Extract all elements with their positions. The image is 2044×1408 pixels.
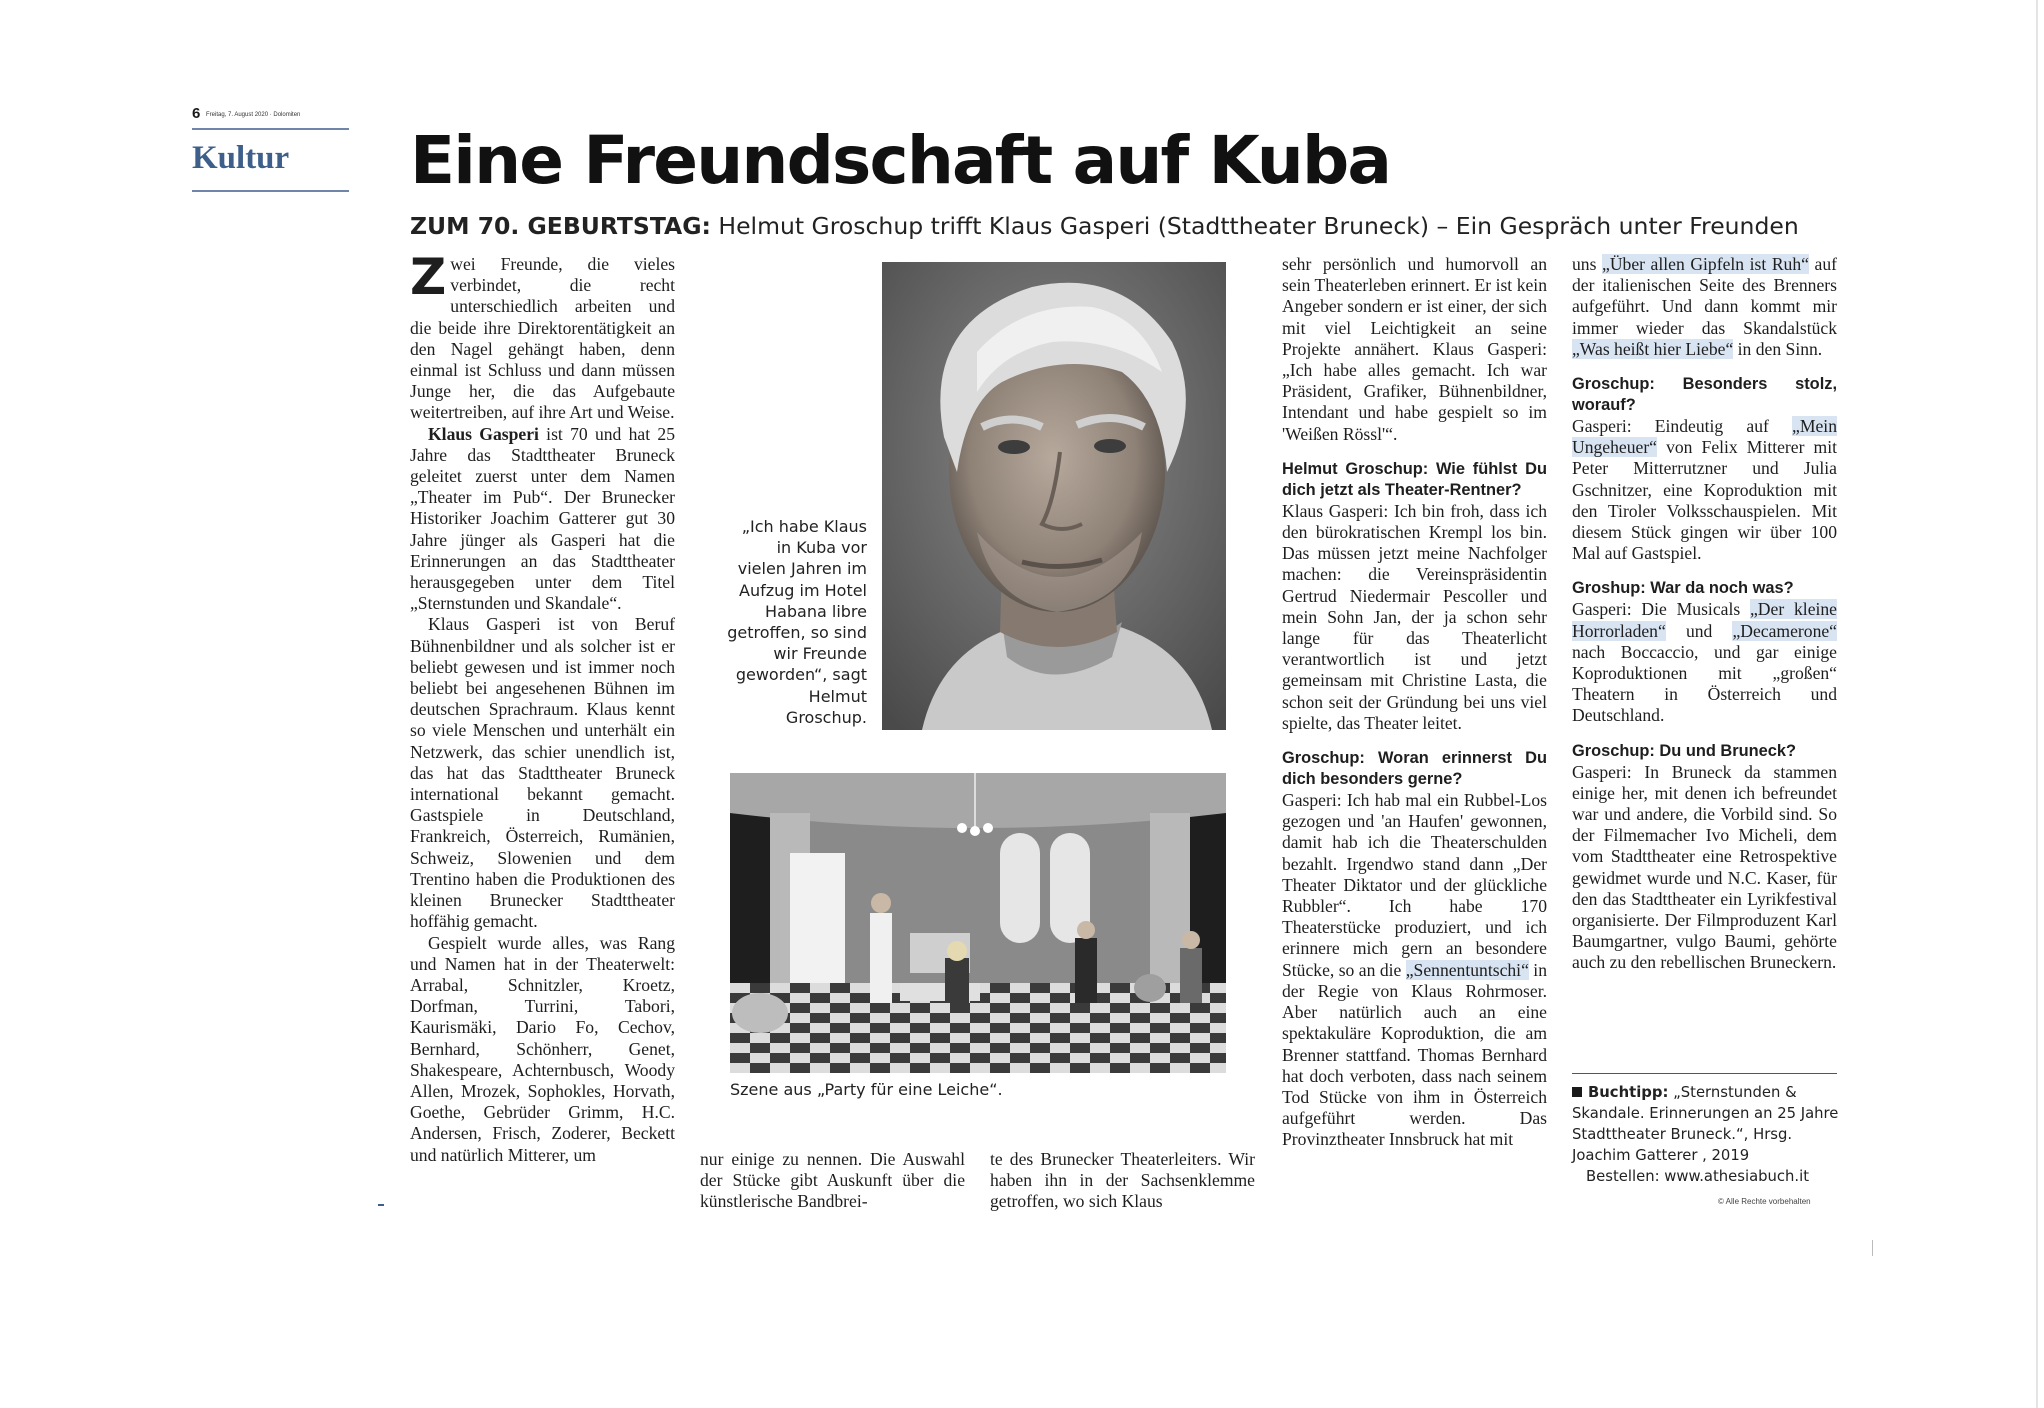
- portrait-caption: „Ich habe Klaus in Kuba vor vielen Jahren im Aufzug im Hotel Habana libre getroffen, so sind wir Freunde geworden“, sagt Helmut Groschup.: [727, 517, 867, 727]
- paragraph-3: Klaus Gasperi ist von Beruf Bühnenbildner und als solcher ist er beliebt gewesen und ist immer noch beliebt bei angesehenen Bühnen im deutschen Sprachraum. Klaus kennt so viele Menschen und unterhält ein Netzwerk, das schier unendlich ist, das hat das Stadttheater Bruneck international bekannt gemacht. Gastspiele in Deutschland, Frankreich, Österreich, Rumänien, Schweiz, Slowenien und dem Trentino haben die Produktionen des kleinen Brunecker Stadttheater hoffähig gemacht.: [410, 614, 675, 932]
- booktip-order: Bestellen: www.athesiabuch.it: [1586, 1168, 1810, 1185]
- date-line: Freitag, 7. August 2020 · Dolomiten: [206, 112, 301, 118]
- answer-4: Gasperi: Die Musicals „Der kleine Horrorladen“ und „Decamerone“ nach Boccaccio, und gar einige Koproduktionen mit „großen“ Theatern in Österreich und Deutschland.: [1572, 599, 1837, 726]
- stage-image: [730, 773, 1226, 1073]
- header-rule-top: [192, 128, 349, 130]
- section-title: Kultur: [192, 140, 290, 176]
- paragraph-continued: uns „Über allen Gipfeln ist Ruh“ auf der italienischen Seite des Brenners aufgeführt. Und dann kommt mir immer wieder das Skandalstück „Was heißt hier Liebe“ in den Sinn.: [1572, 254, 1837, 359]
- column-4: [1282, 254, 1547, 1151]
- paragraph-4: Gespielt wurde alles, was Rang und Namen hat in der Theaterwelt: Arrabal, Schnitzler, Kroetz, Dorfman, Turrini, Tabori, Kaurismäki, Dario Fo, Cechov, Bernhard, Schönherr, Genet, Shakespeare, Achternbusch, Woody Allen, Mrozek, Sophokles, Horvath, Goethe, Gebrüder Grimm, H.C. Andersen, Frisch, Zoderer, Beckett und natürlich Mitterer, um: [410, 932, 675, 1165]
- paragraph-2: Klaus Gasperi ist 70 und hat 25 Jahre das Stadttheater Bruneck geleitet zuerst unter dem Namen „Theater im Pub“. Der Brunecker Historiker Joachim Gatterer gut 30 Jahre jünger als Gasperi hat die Erinnerungen an das Stadttheater herausgegeben unter dem Titel „Sternstunden und Skandale“.: [410, 423, 675, 614]
- page-number: 6: [192, 105, 201, 122]
- copyright: © Alle Rechte vorbehalten: [1718, 1197, 1811, 1206]
- portrait-photo: [882, 262, 1226, 730]
- right-page-edge: [2036, 0, 2038, 1408]
- answer-1: Klaus Gasperi: Ich bin froh, dass ich den bürokratischen Krempl los bin. Das müssen jetzt meine Nachfolger machen: die Vereinspräsidentin Gertrud Niedermair Pescoller und mein Sohn Jan, der ja schon sehr lange für das Theaterlicht verantwortlich ist und jetzt gemeinsam mit Christine Lasta, die schon seit der Gründung bei uns viel spielte, das Theater leitet.: [1282, 500, 1547, 733]
- answer-2: Gasperi: Ich hab mal ein Rubbel-Los gezogen und 'an Haufen' gewonnen, damit hab ich die Theaterschulden bezahlt. Irgendwo stand dann „Der Theater Diktator und der glückliche Rubbler“. Ich habe 170 Theaterstücke produziert, und ich erinnere mich gern an besondere Stücke, so an die „Sennentuntschi“ in der Regie von Klaus Rohrmoser. Aber natürlich auch an eine spektakuläre Koproduktion, die am Brenner stattfand. Thomas Bernhard hat doch verboten, dass nach seinem Tod Stücke von ihm in Österreich aufgeführt werden. Das Provinztheater Innsbruck hat mit: [1282, 790, 1547, 1150]
- margin-mark: [378, 1204, 384, 1206]
- question-1: Helmut Groschup: Wie fühlst Du dich jetzt als Theater-Rentner?: [1282, 459, 1547, 499]
- column-1: [410, 248, 675, 1166]
- book-tip: [1572, 1082, 1842, 1187]
- paragraph-intro: sehr persönlich und humorvoll an sein Theaterleben erinnert. Er ist kein Angeber sondern er ist einer, der sich mit viel Leichtigkeit an seine Projekte annähert. Klaus Gasperi: „Ich habe alles gemacht. Ich war Präsident, Grafiker, Bühnenbildner, Intendant und habe gespielt so im 'Weißen Rössl'“.: [1282, 254, 1547, 444]
- subheadline-text: Helmut Groschup trifft Klaus Gasperi (Stadttheater Bruneck) – Ein Gespräch unter Freunden: [718, 212, 1799, 240]
- question-2: Groschup: Woran erinnerst Du dich besonders gerne?: [1282, 749, 1547, 789]
- headline: Eine Freundschaft auf Kuba: [410, 122, 1391, 199]
- question-3: Groschup: Besonders stolz, worauf?: [1572, 375, 1837, 415]
- column-2-bottom: nur einige zu nennen. Die Auswahl der Stücke gibt Auskunft über die künstlerische Bandbrei-: [700, 1149, 965, 1212]
- booktip-text: „Sternstunden & Skandale. Erinnerungen an 25 Jahre Stadttheater Bruneck.“, Hrsg. Joachim Gatterer , 2019: [1572, 1084, 1839, 1164]
- answer-3: Gasperi: Eindeutig auf „Mein Ungeheuer“ von Felix Mitterer mit Peter Mitterrutzner und Julia Gschnitzer, eine Koproduktion mit den Tiroler Volksschauspielen. Mit diesem Stück gingen wir über 100 Mal auf Gastspiel.: [1572, 416, 1837, 564]
- edge-mark: [1872, 1240, 1873, 1256]
- paragraph-1: Zwei Freunde, die vieles verbindet, die recht unterschiedlich arbeiten und die beide ihre Direktorentätigkeit an den Nagel gehängt haben, denn einmal ist Schluss und dann müssen Junge her, die das Aufgebaute weitertreiben, auf ihre Art und Weise.: [410, 248, 675, 423]
- column-5: [1572, 254, 1837, 974]
- portrait-image: [882, 262, 1226, 730]
- stage-photo: [730, 773, 1226, 1073]
- drop-cap: Z: [410, 248, 447, 306]
- booktip-rule: [1572, 1073, 1837, 1074]
- question-4: Groshup: War da noch was?: [1572, 579, 1794, 598]
- booktip-label: Buchtipp:: [1588, 1084, 1669, 1101]
- subheadline: [410, 212, 1799, 240]
- question-5: Groschup: Du und Bruneck?: [1572, 741, 1797, 760]
- stage-caption: Szene aus „Party für eine Leiche“.: [730, 1080, 1003, 1099]
- column-3-bottom: te des Brunecker Theaterleiters. Wir haben ihn in der Sachsenklemme getroffen, wo sich Klaus: [990, 1149, 1255, 1212]
- bullet-square-icon: [1572, 1087, 1582, 1097]
- header-rule-bottom: [192, 190, 349, 192]
- kicker: ZUM 70. GEBURTSTAG:: [410, 212, 711, 240]
- answer-5: Gasperi: In Bruneck da stammen einige her, mit denen ich befreundet war und andere, die Vorbild sind. So der Filmemacher Ivo Micheli, dem vom Stadttheater eine Retrospektive gewidmet wurde und N.C. Kaser, für den das Stadttheater ein Lyrikfestival organisierte. Der Filmproduzent Karl Baumgartner, vulgo Baumi, gehörte auch zu den rebellischen Bruneckern.: [1572, 761, 1837, 973]
